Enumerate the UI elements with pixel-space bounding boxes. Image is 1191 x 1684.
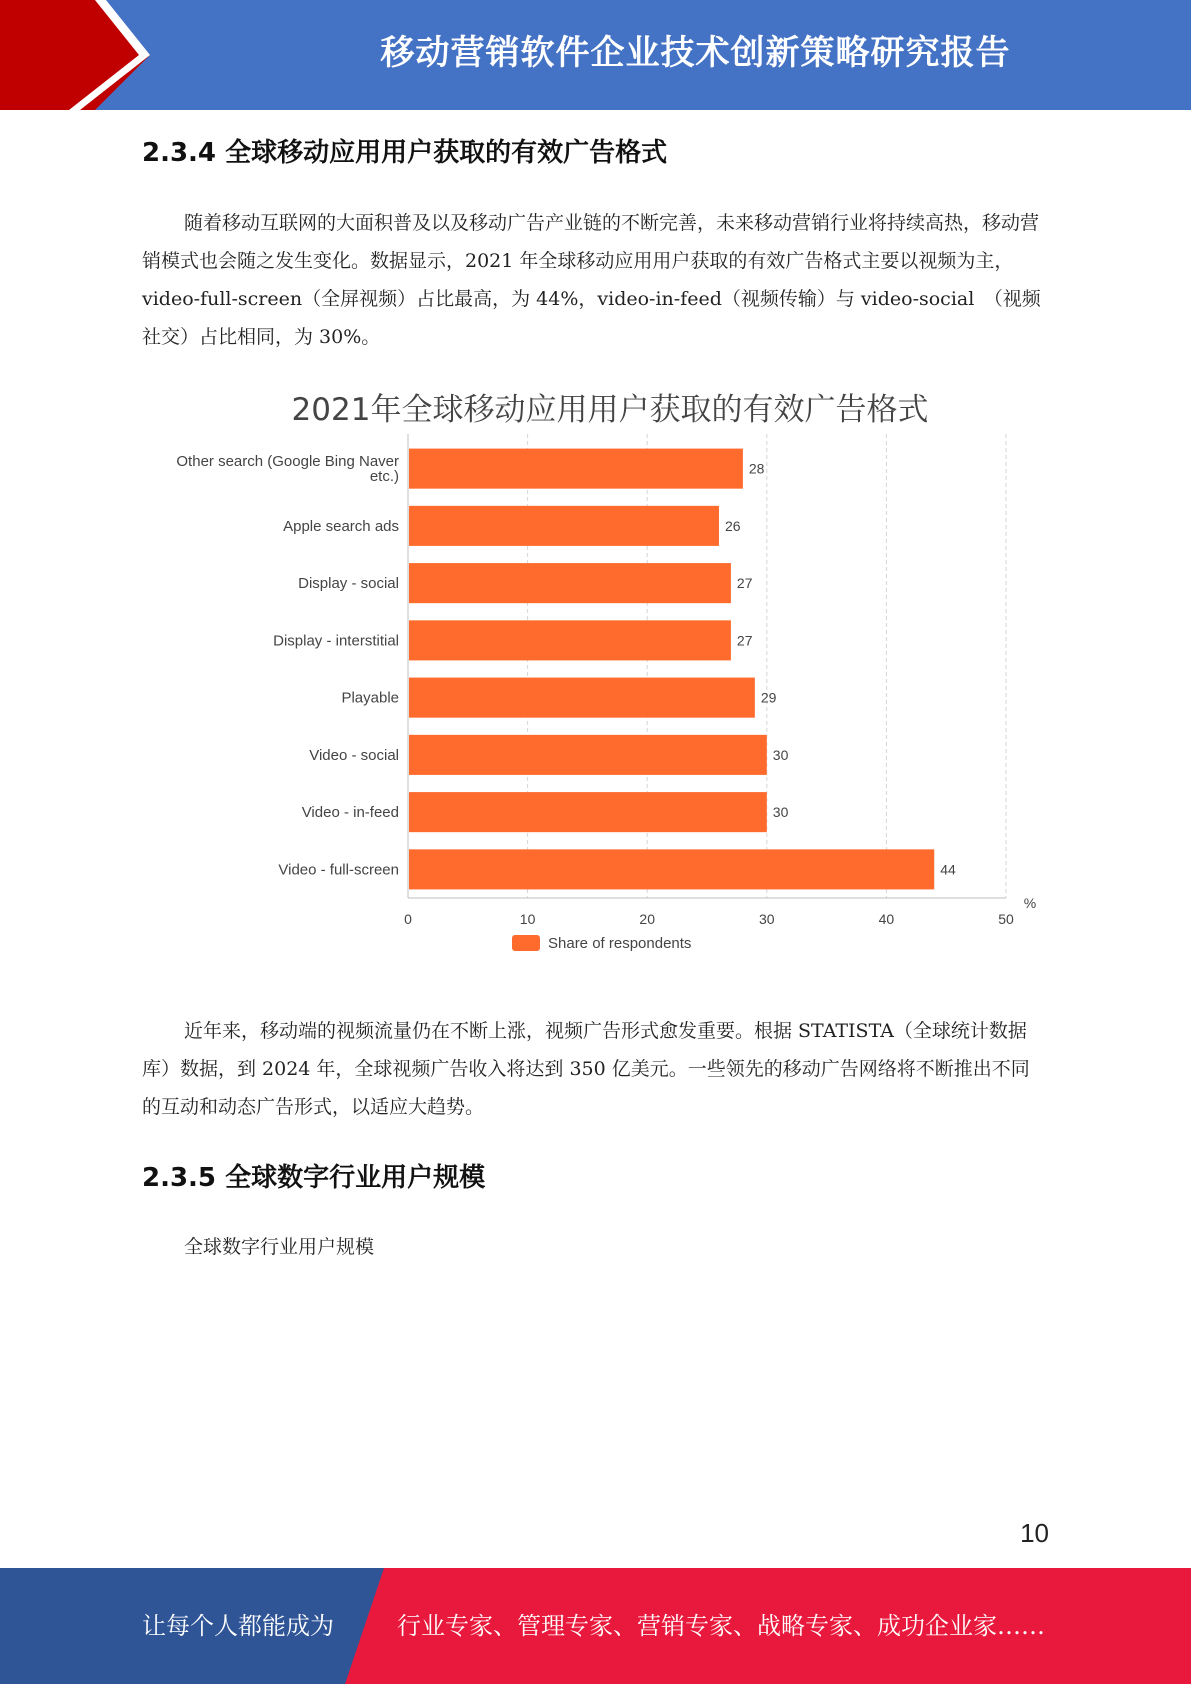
category-label: etc.) bbox=[369, 468, 399, 486]
category-label: Playable bbox=[341, 689, 399, 707]
legend-swatch bbox=[512, 935, 540, 951]
x-tick-label: 30 bbox=[759, 911, 775, 927]
x-tick-label: 20 bbox=[639, 911, 655, 927]
category-label: Other search (Google Bing Naver bbox=[176, 453, 399, 471]
bar-value-label: 30 bbox=[772, 804, 789, 821]
footer-slogan-left: 让每个人都能成为 bbox=[142, 1612, 334, 1640]
header-banner bbox=[0, 0, 1191, 110]
category-label: Video - in-feed bbox=[301, 804, 399, 822]
bar bbox=[409, 620, 731, 660]
footer-banner bbox=[0, 1568, 1191, 1684]
bar-value-label: 30 bbox=[772, 746, 789, 763]
bar-value-label: 27 bbox=[736, 632, 753, 649]
bar-value-label: 28 bbox=[748, 460, 765, 477]
bar bbox=[409, 563, 731, 603]
page-number: 10 bbox=[1020, 1518, 1049, 1548]
bar-value-label: 27 bbox=[736, 575, 753, 592]
chart-title: 2021年全球移动应用用户获取的有效广告格式 bbox=[291, 392, 929, 428]
bar bbox=[409, 449, 743, 489]
report-title: 移动营销软件企业技术创新策略研究报告 bbox=[380, 33, 1011, 73]
video-trend-paragraph: 近年来，移动端的视频流量仍在不断上涨，视频广告形式愈发重要。根据 STATISTA（全球统计数据库）数据，到 2024 年，全球视频广告收入将达到 350 亿美元。一些领先的移动广告网络将不断推出不同的互动和动态广告形式，以适应大趋势。 bbox=[142, 1020, 1030, 1118]
bar-value-label: 26 bbox=[724, 517, 741, 534]
section-heading-2-3-4: 2.3.4 全球移动应用用户获取的有效广告格式 bbox=[142, 138, 668, 168]
bar bbox=[409, 678, 755, 718]
x-tick-label: 40 bbox=[878, 911, 895, 927]
intro-paragraph: 随着移动互联网的大面积普及以及移动广告产业链的不断完善，未来移动营销行业将持续高热，移动营销模式也会随之发生变化。数据显示，2021 年全球移动应用用户获取的有效广告格式主要以视频为主，video-full-screen（全屏视频）占比最高，为 44%，video-in-feed（视频传输）与 video-social （视频社交）占比相同，为 30%。 bbox=[142, 212, 1041, 348]
bar bbox=[409, 792, 767, 832]
user-scale-paragraph: 全球数字行业用户规模 bbox=[184, 1236, 375, 1258]
bar-value-label: 44 bbox=[940, 861, 956, 878]
legend-label: Share of respondents bbox=[548, 935, 692, 952]
bar-value-label: 29 bbox=[760, 689, 777, 706]
chart-svg bbox=[150, 390, 1050, 970]
x-axis-unit: % bbox=[1023, 895, 1037, 911]
category-label: Video - full-screen bbox=[278, 861, 399, 879]
x-tick-label: 10 bbox=[519, 911, 536, 927]
bar bbox=[409, 849, 934, 889]
category-label: Display - social bbox=[298, 575, 399, 593]
header-red-chevron bbox=[0, 0, 150, 110]
category-label: Video - social bbox=[309, 746, 399, 764]
x-tick-label: 50 bbox=[998, 911, 1014, 927]
bar bbox=[409, 506, 719, 546]
x-tick-label: 0 bbox=[404, 911, 412, 927]
category-label: Display - interstitial bbox=[273, 632, 399, 650]
ad-format-chart bbox=[150, 390, 1050, 970]
category-label: Apple search ads bbox=[283, 517, 399, 535]
section-heading-2-3-5: 2.3.5 全球数字行业用户规模 bbox=[142, 1163, 486, 1193]
footer-slogan-right: 行业专家、管理专家、营销专家、战略专家、成功企业家…… bbox=[397, 1612, 1045, 1640]
bar bbox=[409, 735, 767, 775]
